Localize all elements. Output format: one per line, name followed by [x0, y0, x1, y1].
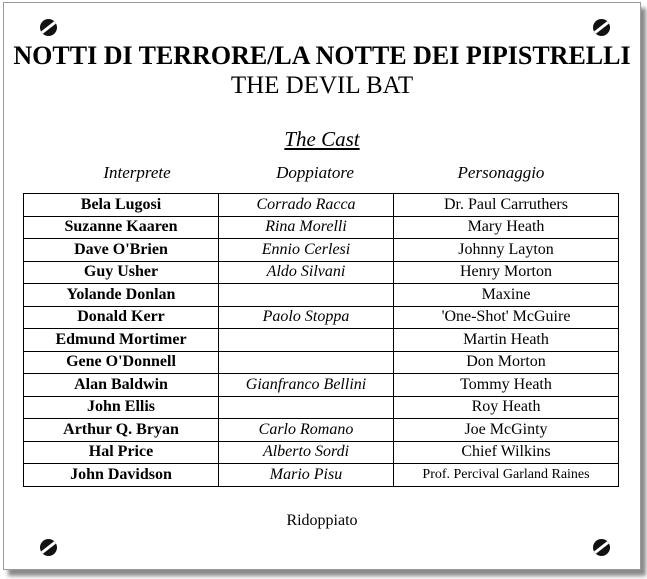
role-cell: Prof. Percival Garland Raines	[394, 464, 619, 487]
cast-table-body	[24, 194, 619, 487]
actor-cell: Edmund Mortimer	[24, 329, 219, 352]
table-row	[24, 261, 619, 284]
dubber-cell: Aldo Silvani	[219, 261, 394, 284]
screw-icon	[40, 539, 57, 556]
column-header-dubber: Doppiatore	[276, 163, 354, 182]
dubber-cell: Gianfranco Bellini	[219, 374, 394, 397]
actor-cell: Suzanne Kaaren	[24, 216, 219, 239]
role-cell: Maxine	[394, 284, 619, 307]
dubber-cell: Rina Morelli	[219, 216, 394, 239]
table-row	[24, 396, 619, 419]
column-header-actor: Interprete	[103, 163, 171, 182]
role-cell: Mary Heath	[394, 216, 619, 239]
screw-icon	[40, 19, 57, 36]
actor-cell: John Davidson	[24, 464, 219, 487]
dubber-cell: Paolo Stoppa	[219, 306, 394, 329]
dubber-cell: Ennio Cerlesi	[219, 239, 394, 262]
table-row	[24, 216, 619, 239]
table-row	[24, 194, 619, 217]
cast-table	[23, 193, 619, 487]
role-cell: Tommy Heath	[394, 374, 619, 397]
dubber-cell: Corrado Racca	[219, 194, 394, 217]
role-cell: Johnny Layton	[394, 239, 619, 262]
actor-cell: Yolande Donlan	[24, 284, 219, 307]
table-row	[24, 374, 619, 397]
dubber-cell	[219, 396, 394, 419]
actor-cell: John Ellis	[24, 396, 219, 419]
actor-cell: Donald Kerr	[24, 306, 219, 329]
actor-cell: Alan Baldwin	[24, 374, 219, 397]
actor-cell: Hal Price	[24, 441, 219, 464]
role-cell: Roy Heath	[394, 396, 619, 419]
dubber-cell: Carlo Romano	[219, 419, 394, 442]
cast-heading: The Cast	[284, 127, 360, 151]
role-cell: Henry Morton	[394, 261, 619, 284]
role-cell: Joe McGinty	[394, 419, 619, 442]
dubber-cell: Mario Pisu	[219, 464, 394, 487]
table-row	[24, 329, 619, 352]
actor-cell: Gene O'Donnell	[24, 351, 219, 374]
role-cell: Martin Heath	[394, 329, 619, 352]
actor-cell: Arthur Q. Bryan	[24, 419, 219, 442]
cast-plaque	[3, 2, 641, 570]
role-cell: Don Morton	[394, 351, 619, 374]
role-cell: Dr. Paul Carruthers	[394, 194, 619, 217]
table-row	[24, 464, 619, 487]
table-row	[24, 239, 619, 262]
table-row	[24, 284, 619, 307]
actor-cell: Guy Usher	[24, 261, 219, 284]
dubber-cell: Alberto Sordi	[219, 441, 394, 464]
table-row	[24, 306, 619, 329]
screw-icon	[593, 539, 610, 556]
italian-title: NOTTI DI TERRORE/LA NOTTE DEI PIPISTRELLI	[13, 41, 631, 70]
screw-icon	[593, 19, 610, 36]
dubber-cell	[219, 351, 394, 374]
table-row	[24, 419, 619, 442]
column-header-role: Personaggio	[457, 163, 545, 182]
table-row	[24, 351, 619, 374]
role-cell: 'One-Shot' McGuire	[394, 306, 619, 329]
table-row	[24, 441, 619, 464]
footer-note: Ridoppiato	[286, 512, 358, 529]
dubber-cell	[219, 284, 394, 307]
original-title: THE DEVIL BAT	[230, 72, 414, 99]
role-cell: Chief Wilkins	[394, 441, 619, 464]
actor-cell: Dave O'Brien	[24, 239, 219, 262]
actor-cell: Bela Lugosi	[24, 194, 219, 217]
dubber-cell	[219, 329, 394, 352]
